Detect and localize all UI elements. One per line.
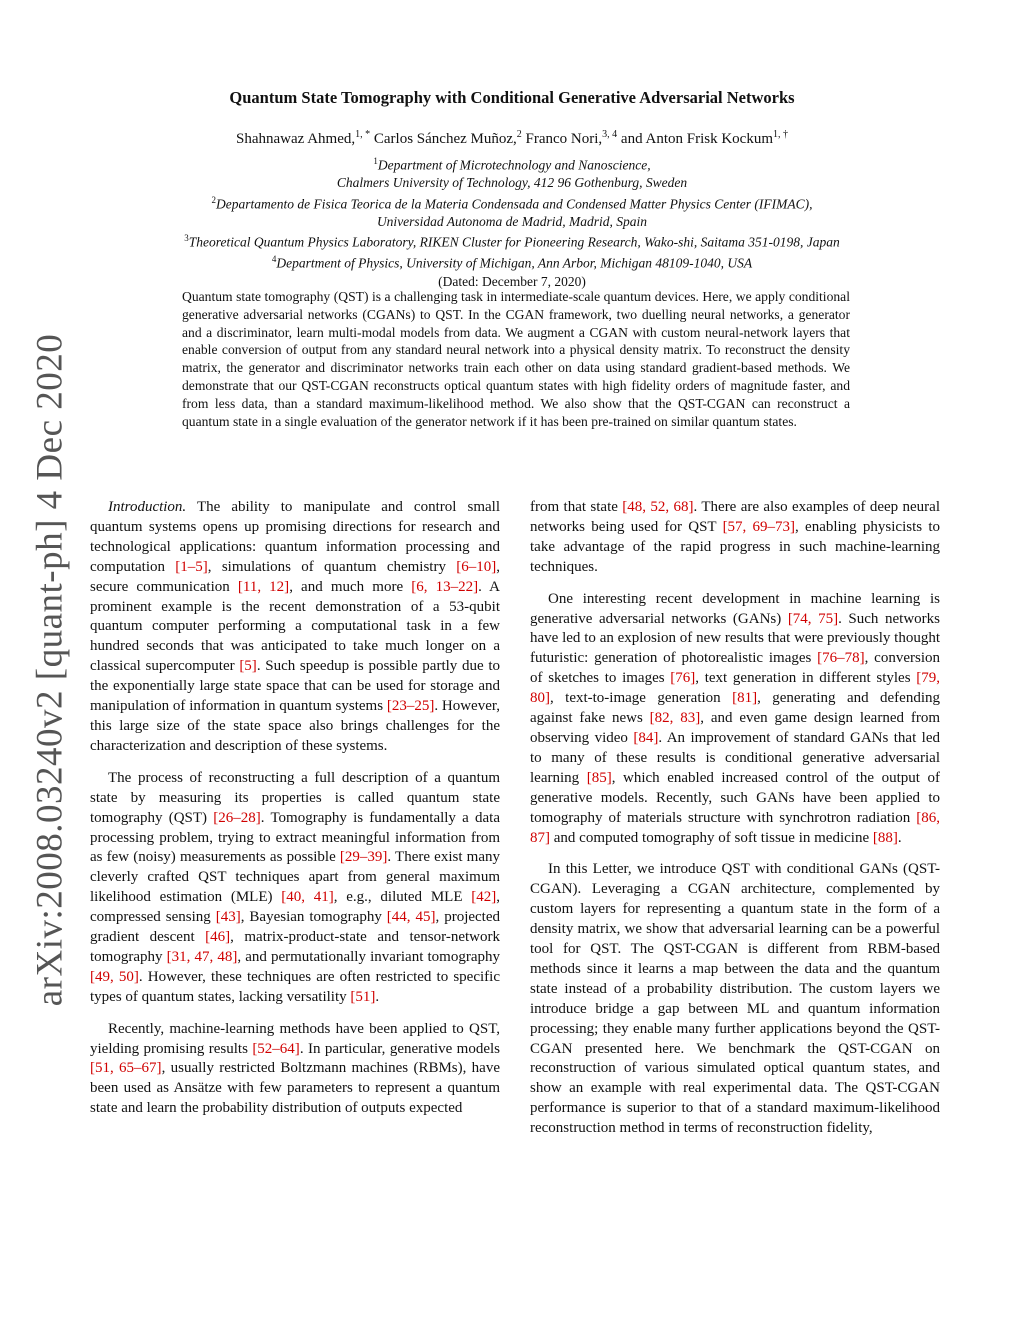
citation-link[interactable]: [51] bbox=[350, 988, 376, 1005]
text-run: and computed tomography of soft tissue in medicine bbox=[550, 829, 873, 846]
affiliation-line-1: Department of Microtechnology and Nanoscience, bbox=[377, 157, 651, 173]
arxiv-sidebar-stamp bbox=[29, 333, 71, 1007]
text-run: , Bayesian tomography bbox=[240, 909, 387, 926]
affil-sup-2: 2 bbox=[211, 194, 217, 205]
citation-link[interactable]: [84] bbox=[633, 729, 659, 746]
paragraph-letter bbox=[530, 860, 940, 1139]
text-run: , secure communication bbox=[90, 558, 500, 595]
text-run: , and much more bbox=[289, 578, 412, 595]
citation-link[interactable]: [85] bbox=[586, 769, 612, 786]
affil-sup-4: 4 bbox=[271, 254, 277, 265]
text-run: . Tomography is fundamentally a data processing problem, trying to extract meaningful information from as few (noisy) measurements as possible bbox=[90, 809, 500, 866]
text-run: . Such networks have led to an explosion of new results that were previously thought futuristic: generation of photorealistic images bbox=[530, 610, 940, 667]
arxiv-id: arXiv:2008.03240v2 [quant-ph] 4 Dec 2020 bbox=[29, 333, 71, 1007]
citation-link[interactable]: [52–64] bbox=[252, 1040, 300, 1057]
author-list bbox=[0, 129, 1024, 148]
text-run: , matrix-product-state and tensor-network tomography bbox=[90, 929, 500, 965]
citation-link[interactable]: [46] bbox=[205, 929, 231, 946]
author-2-affil: 2 bbox=[516, 129, 522, 140]
citation-link[interactable]: [5] bbox=[239, 658, 257, 675]
text-run: , which enabled increased control of the output of generative models. Recently, such GANs have been applied to tomography of materials structure with synchrotron radiation bbox=[530, 769, 940, 826]
abstract: Quantum state tomography (QST) is a challenging task in intermediate-scale quantum devices. Here, we apply conditional generative adversarial networks (CGANs) to QST. In the CGAN framework, two duelling neural networks, a generator and a discriminator, learn multi-modal models from data. We augment a CGAN with custom neural-network layers that enable conversion of output from any standard neural network into a physical density matrix. To reconstruct the density matrix, the generator and discriminator networks train each other on data using standard gradient-based methods. We demonstrate that our QST-CGAN reconstructs optical quantum states with high fidelity orders of magnitude faster, and from less data, than a standard maximum-likelihood method. We also show that the QST-CGAN can reconstruct a quantum state in a single evaluation of the generator network if it has been pre-trained on similar quantum states. bbox=[182, 289, 850, 429]
citation-link[interactable]: [76] bbox=[670, 670, 696, 687]
dated-line: (Dated: December 7, 2020) bbox=[438, 273, 586, 289]
paper-title: Quantum State Tomography with Conditional Generative Adversarial Networks bbox=[229, 88, 795, 107]
text-run: , enabling physicists to take advantage of the rapid progress in such machine-learning techniques. bbox=[530, 518, 940, 575]
paragraph-continued bbox=[530, 498, 940, 578]
text-run: . bbox=[897, 829, 902, 846]
author-1: Shahnawaz Ahmed, bbox=[235, 131, 356, 147]
citation-link[interactable]: [48, 52, 68] bbox=[622, 499, 694, 515]
citation-link[interactable]: [26–28] bbox=[213, 809, 261, 826]
text-run: . However, this large size of the state space also brings challenges for the characterization and description of these systems. bbox=[90, 698, 501, 754]
affil-sup-1: 1 bbox=[373, 156, 378, 166]
citation-link[interactable]: [57, 69–73] bbox=[722, 518, 796, 535]
author-4-affil: 1, † bbox=[773, 129, 789, 140]
text-run: , generating and defending against fake news bbox=[530, 690, 940, 727]
affiliation-line-5: Theoretical Quantum Physics Laboratory, RIKEN Cluster for Pioneering Research, Wako-shi, Saitama 351-0198, Japan bbox=[188, 234, 840, 250]
text-run: . A prominent example is the recent demonstration of a 53-qubit quantum computer performing a computational task in a few hundred seconds that was anticipated to take much longer on a classical supercomputer bbox=[90, 578, 500, 675]
text-run: , e.g., diluted MLE bbox=[333, 889, 472, 906]
text-run: , and even game design learned from observing video bbox=[530, 710, 940, 746]
affiliation-line-2: Chalmers University of Technology, 412 96 Gothenburg, Sweden bbox=[336, 175, 688, 191]
text-run: , compressed sensing bbox=[90, 889, 500, 926]
citation-link[interactable]: [49, 50] bbox=[90, 968, 139, 985]
citation-link[interactable]: [79, 80] bbox=[530, 670, 940, 707]
text-run: , text-to-image generation bbox=[550, 690, 733, 707]
affil-sup-3: 3 bbox=[184, 233, 189, 244]
text-run: , and permutationally invariant tomography bbox=[237, 948, 500, 965]
paragraph-machine-learning bbox=[90, 1020, 500, 1120]
author-4: and Anton Frisk Kockum bbox=[617, 131, 774, 147]
left-column bbox=[90, 498, 500, 1131]
text-run: Recently, machine-learning methods have been applied to QST, yielding promising results bbox=[90, 1020, 500, 1057]
text-run: , conversion of sketches to images bbox=[530, 650, 940, 687]
citation-link[interactable]: [86, 87] bbox=[530, 809, 940, 846]
author-1-affil: 1, * bbox=[355, 129, 371, 140]
text-run: . There are also examples of deep neural networks being used for QST bbox=[530, 499, 940, 535]
text-run: , simulations of quantum chemistry bbox=[207, 558, 457, 575]
text-run: . There exist many cleverly crafted QST techniques apart from general maximum likelihood estimation (MLE) bbox=[90, 849, 500, 906]
author-3-affil: 3, 4 bbox=[602, 129, 618, 140]
citation-link[interactable]: [82, 83] bbox=[649, 710, 701, 727]
text-run: . However, these techniques are often restricted to specific types of quantum states, lacking versatility bbox=[90, 968, 500, 1005]
text-run: The ability to manipulate and control small quantum systems opens up promising directions for research and technological applications: quantum information processing and computation bbox=[90, 499, 500, 575]
paragraph-qst bbox=[90, 769, 500, 1008]
paragraph-gans bbox=[530, 590, 940, 849]
affiliation-line-3: Departamento de Fisica Teorica de la Materia Condensada and Condensed Matter Physics Center (IFIMAC), bbox=[216, 196, 813, 212]
citation-link[interactable]: [74, 75] bbox=[787, 610, 839, 627]
citation-link[interactable]: [51, 65–67] bbox=[90, 1060, 162, 1077]
text-run: . An improvement of standard GANs that led to many of these results is conditional generative adversarial learning bbox=[530, 729, 941, 786]
text-run: One interesting recent development in machine learning is generative adversarial networks (GANs) bbox=[530, 590, 940, 627]
text-run: . In particular, generative models bbox=[299, 1040, 500, 1057]
author-2: Carlos Sánchez Muñoz, bbox=[370, 131, 517, 147]
citation-link[interactable]: [81] bbox=[732, 690, 758, 707]
text-run: . bbox=[375, 988, 380, 1005]
citation-link[interactable]: [76–78] bbox=[817, 650, 865, 667]
text-run: , text generation in different styles bbox=[695, 670, 917, 687]
citation-link[interactable]: [29–39] bbox=[339, 849, 388, 866]
paragraph-introduction bbox=[90, 498, 500, 757]
citation-link[interactable]: [31, 47, 48] bbox=[166, 948, 238, 965]
citation-link[interactable]: [6, 13–22] bbox=[411, 578, 479, 595]
citation-link[interactable]: [23–25] bbox=[386, 698, 435, 715]
citation-link[interactable]: [42] bbox=[471, 889, 497, 906]
text-run: The process of reconstructing a full description of a quantum state by measuring its properties is called quantum state tomography (QST) bbox=[90, 769, 500, 826]
text-run: In this Letter, we introduce QST with conditional GANs (QST-CGAN). Leveraging a CGAN architecture, complemented by custom layers for representing a quantum state in the form of a density matrix, we show that adversarial learning can be a powerful tool for QST. The QST-CGAN is different from RBM-based methods since it learns a map between the data and the quantum state instead of a probability distribution. The custom layers we introduce bridge a gap between ML and quantum information processing; they enable many further applications beyond the QST-CGAN presented here. We benchmark the QST-CGAN on reconstruction of various simulated optical quantum states, and show an example with real experimental data. The QST-CGAN performance is superior to that of a standard maximum-likelihood reconstruction method in terms of reconstruction fidelity, bbox=[530, 861, 940, 1137]
intro-lead: Introduction. bbox=[108, 499, 187, 515]
text-run: . Such speedup is possible partly due to the exponentially large state space that can be used for storage and manipulation of information in quantum systems bbox=[90, 658, 500, 715]
citation-link[interactable]: [6–10] bbox=[456, 558, 497, 575]
citation-link[interactable]: [40, 41] bbox=[281, 889, 334, 906]
affiliations bbox=[0, 153, 1024, 290]
affiliation-line-4: Universidad Autonoma de Madrid, Madrid, Spain bbox=[376, 213, 648, 229]
text-run: , usually restricted Boltzmann machines (RBMs), have been used as Ansätze with few parameters to represent a quantum state and learn the probability distribution of outputs expected bbox=[90, 1060, 501, 1117]
citation-link[interactable]: [88] bbox=[872, 829, 898, 846]
text-run: , projected gradient descent bbox=[90, 909, 501, 946]
text-run: from that state bbox=[530, 499, 623, 515]
right-column bbox=[530, 498, 940, 1151]
author-3: Franco Nori, bbox=[521, 131, 603, 147]
citation-link[interactable]: [43] bbox=[215, 909, 241, 926]
citation-link[interactable]: [44, 45] bbox=[386, 909, 436, 926]
affiliation-line-6: Department of Physics, University of Michigan, Ann Arbor, Michigan 48109-1040, USA bbox=[276, 255, 753, 271]
citation-link[interactable]: [11, 12] bbox=[237, 578, 290, 595]
citation-link[interactable]: [1–5] bbox=[175, 558, 208, 575]
